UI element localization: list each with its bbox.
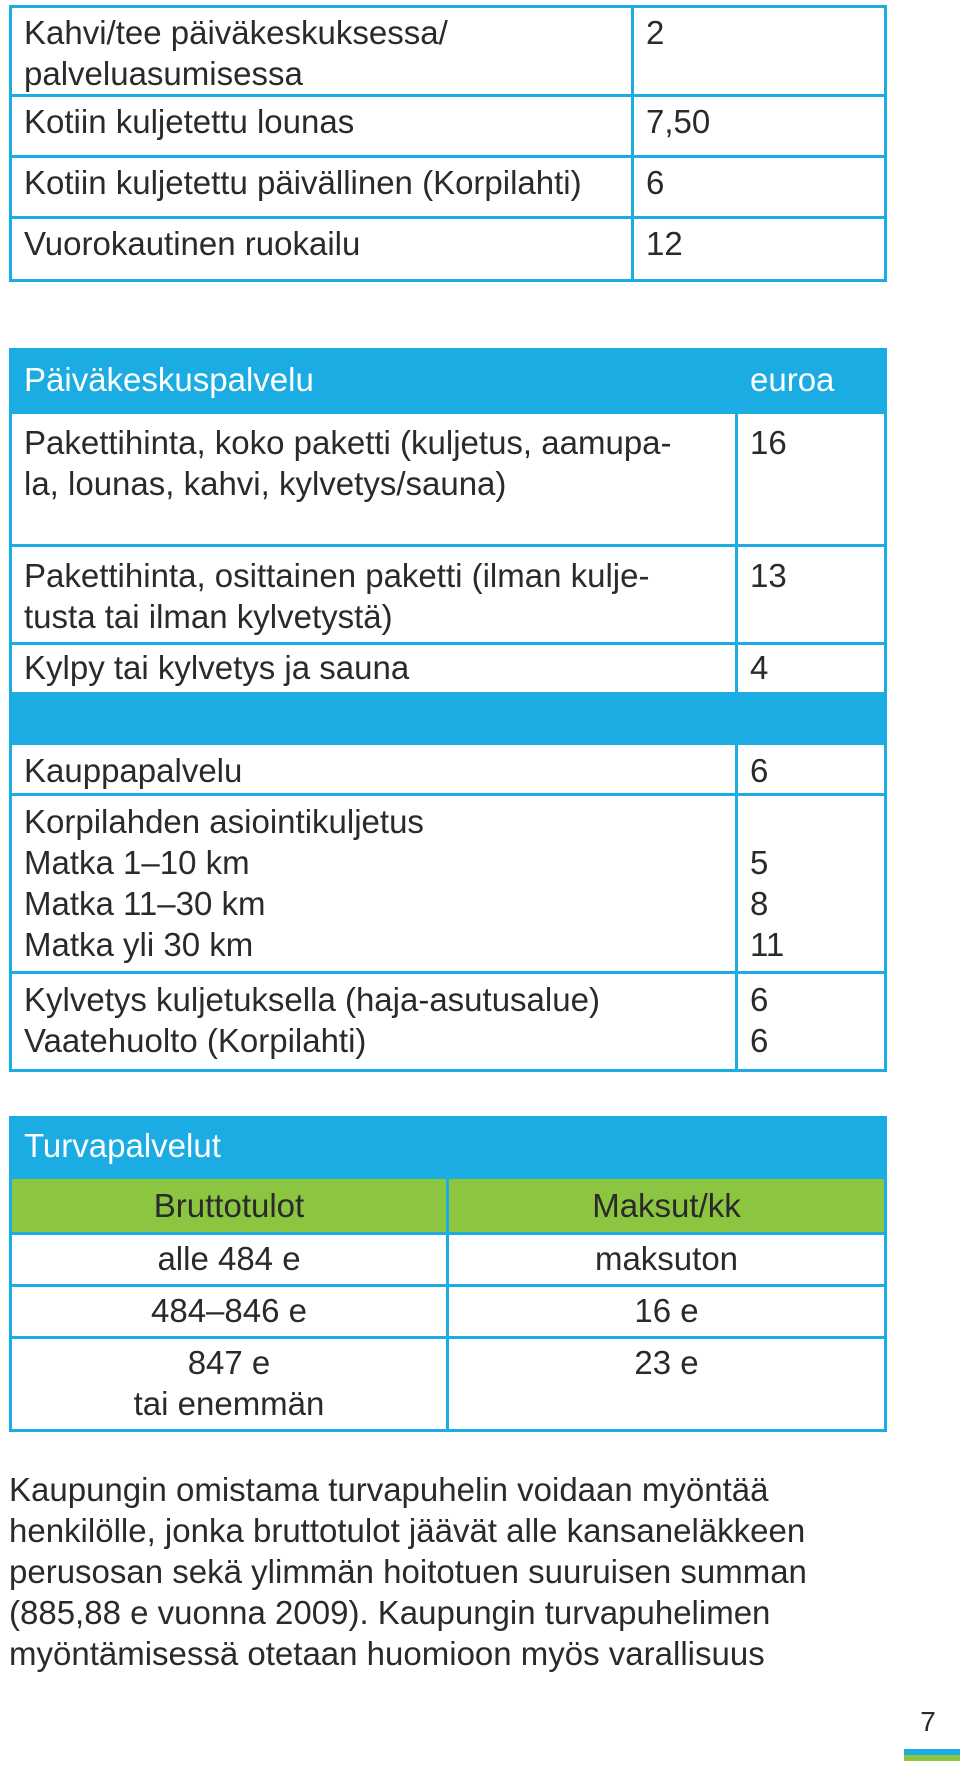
package-price: 13 [737,546,886,644]
monthly-fee: 16 e [448,1286,886,1338]
monthly-fee: maksuton [448,1234,886,1286]
package-label: Pakettihinta, osittainen paketti (ilman kulje- tusta tai ilman kylvetystä) [11,546,737,644]
table-row [11,96,886,157]
table-separator-row [11,694,886,744]
package-price: 4 [737,644,886,694]
table-row [11,973,886,1071]
package-price: 16 [737,413,886,546]
meal-price: 2 [633,7,886,96]
service-label: Kylvetys kuljetuksella (haja-asutusalue) Vaatehuolto (Korpilahti) [11,973,737,1071]
separator-bar [11,694,737,744]
meal-price: 6 [633,157,886,218]
table-row [11,157,886,218]
service-label: Kauppapalvelu [11,744,737,795]
table-row [11,1286,886,1338]
table-row [11,1338,886,1431]
meal-label: Vuorokautinen ruokailu [11,218,633,281]
column-header-fee: Maksut/kk [448,1178,886,1234]
table-row [11,744,886,795]
package-label: Pakettihinta, koko paketti (kuljetus, aamupa- la, lounas, kahvi, kylvetys/sauna) [11,413,737,546]
page-number: 7 [920,1706,936,1737]
service-price: 6 6 [737,973,886,1071]
income-range: 847 e tai enemmän [11,1338,448,1431]
day-center-table [9,348,887,745]
meal-label: Kahvi/tee päiväkeskuksessa/ palveluasumisessa [11,7,633,96]
meal-price: 12 [633,218,886,281]
table-row [11,546,886,644]
service-label: Korpilahden asiointikuljetus Matka 1–10 km Matka 11–30 km Matka yli 30 km [11,795,737,973]
table-row [11,644,886,694]
service-price: 5 8 11 [737,795,886,973]
safety-title: Turvapalvelut [11,1118,886,1178]
package-label: Kylpy tai kylvetys ja sauna [11,644,737,694]
day-center-title: Päiväkeskuspalvelu [11,350,737,413]
services-table [9,742,887,1072]
income-range: 484–846 e [11,1286,448,1338]
table-header-row [11,350,886,413]
table-header-row [11,1118,886,1178]
safety-table [9,1116,887,1432]
service-price: 6 [737,744,886,795]
table-row [11,7,886,96]
monthly-fee: 23 e [448,1338,886,1431]
table-row [11,1234,886,1286]
income-range: alle 484 e [11,1234,448,1286]
meals-table [9,5,887,282]
safety-phone-paragraph: Kaupungin omistama turvapuhelin voidaan myöntää henkilölle, jonka bruttotulot jäävät alle kansaneläkkeen perusosan sekä ylimmän hoitotuen suuruisen summan (885,88 e vuonna 2009). Kaupungin turvapuhelimen myöntämisessä otetaan huomioon myös varallisuus [9,1471,807,1672]
table-column-header-row [11,1178,886,1234]
meal-label: Kotiin kuljetettu päivällinen (Korpilahti) [11,157,633,218]
column-header-income: Bruttotulot [11,1178,448,1234]
currency-unit: euroa [737,350,886,413]
footer-bar-green [904,1755,960,1761]
separator-bar [737,694,886,744]
table-row [11,218,886,281]
meal-price: 7,50 [633,96,886,157]
table-row [11,795,886,973]
meal-label: Kotiin kuljetettu lounas [11,96,633,157]
table-row [11,413,886,546]
